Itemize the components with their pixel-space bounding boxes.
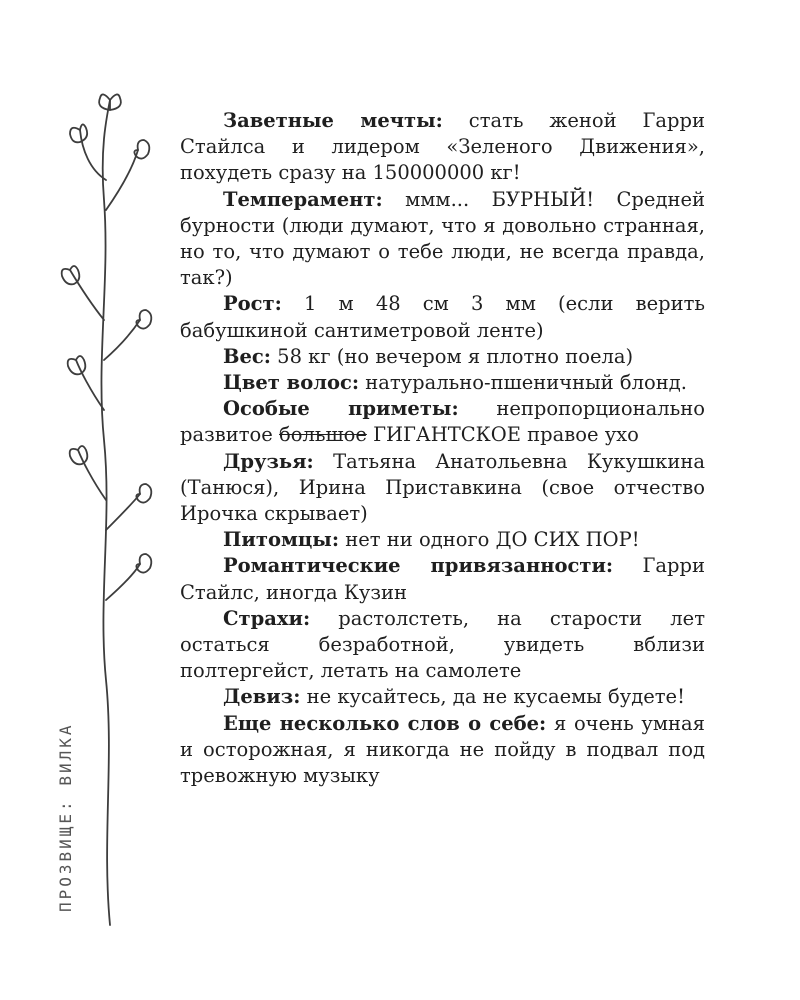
flower-icon (68, 356, 104, 410)
profile-entry (180, 344, 705, 370)
entry-label: Рост: (223, 292, 282, 316)
entry-label: Страхи: (223, 606, 311, 630)
entry-text: 1 м 48 см 3 мм (если верить бабушкиной сантиметровой ленте) (180, 292, 705, 342)
entry-text: ГИГАНТСКОЕ правое ухо (373, 423, 639, 447)
entry-text: растолстеть, на старости лет остаться безработной, увидеть вблизи полтергейст, летать на самолете (180, 606, 705, 683)
flower-icon (106, 140, 149, 210)
flower-icon (106, 484, 151, 530)
entry-text: 58 кг (но вечером я плотно поела) (277, 344, 634, 368)
flower-icon (70, 124, 106, 180)
flower-icon (62, 266, 104, 320)
profile-entry (180, 711, 705, 790)
entry-label: Романтические привязанности: (223, 554, 614, 578)
profile-entry (180, 684, 705, 710)
entry-label: Еще несколько слов о себе: (223, 711, 547, 735)
entry-text: не кусайтесь, да не кусаемы будете! (306, 685, 685, 709)
entry-label: Вес: (223, 344, 271, 368)
entry-text: ммм... БУРНЫЙ! Средней бурности (люди думают, что я довольно странная, но то, что думают о тебе люди, не всегда правда, так?) (180, 187, 705, 290)
flower-icon (70, 446, 106, 500)
entry-text: Татьяна Анатольевна Кукушкина (Танюся), Ирина Приставкина (свое отчество Ирочка скрывает) (180, 449, 705, 526)
entry-label: Темперамент: (223, 187, 383, 211)
flower-icon (106, 554, 151, 600)
entry-text: Гарри Стайлс, иногда Кузин (180, 554, 705, 604)
profile-entry (180, 606, 705, 685)
struck-word: большое (279, 423, 367, 447)
entry-label: Особые приметы: (223, 397, 459, 421)
profile-entry (180, 396, 705, 448)
entry-label: Девиз: (223, 685, 301, 709)
entry-text: я очень умная и осторожная, я никогда не пойду в подвал под тревожную музыку (180, 711, 705, 788)
entry-text: непропорционально развитое (180, 397, 705, 447)
nickname-caption: ПРОЗВИЩЕ: ВИЛКА (56, 722, 75, 912)
profile-text (180, 108, 705, 789)
entry-label: Питомцы: (223, 528, 340, 552)
profile-entry (180, 527, 705, 553)
entry-text: стать женой Гарри Стайлса и лидером «Зеленого Движения», похудеть сразу на 150000000 кг! (180, 109, 705, 185)
profile-entry (180, 187, 705, 292)
profile-entry (180, 108, 705, 187)
vine-stem (101, 100, 110, 925)
entry-label: Заветные мечты: (223, 109, 443, 132)
entry-text: натурально-пшеничный блонд. (365, 371, 687, 395)
profile-entry (180, 449, 705, 528)
flower-icon (104, 310, 151, 360)
profile-entry (180, 291, 705, 343)
profile-entry (180, 370, 705, 396)
entry-label: Цвет волос: (223, 371, 360, 395)
flower-icon (99, 94, 121, 110)
entry-text: нет ни одного ДО СИХ ПОР! (345, 528, 640, 552)
entry-label: Друзья: (223, 449, 314, 473)
profile-entry (180, 553, 705, 605)
